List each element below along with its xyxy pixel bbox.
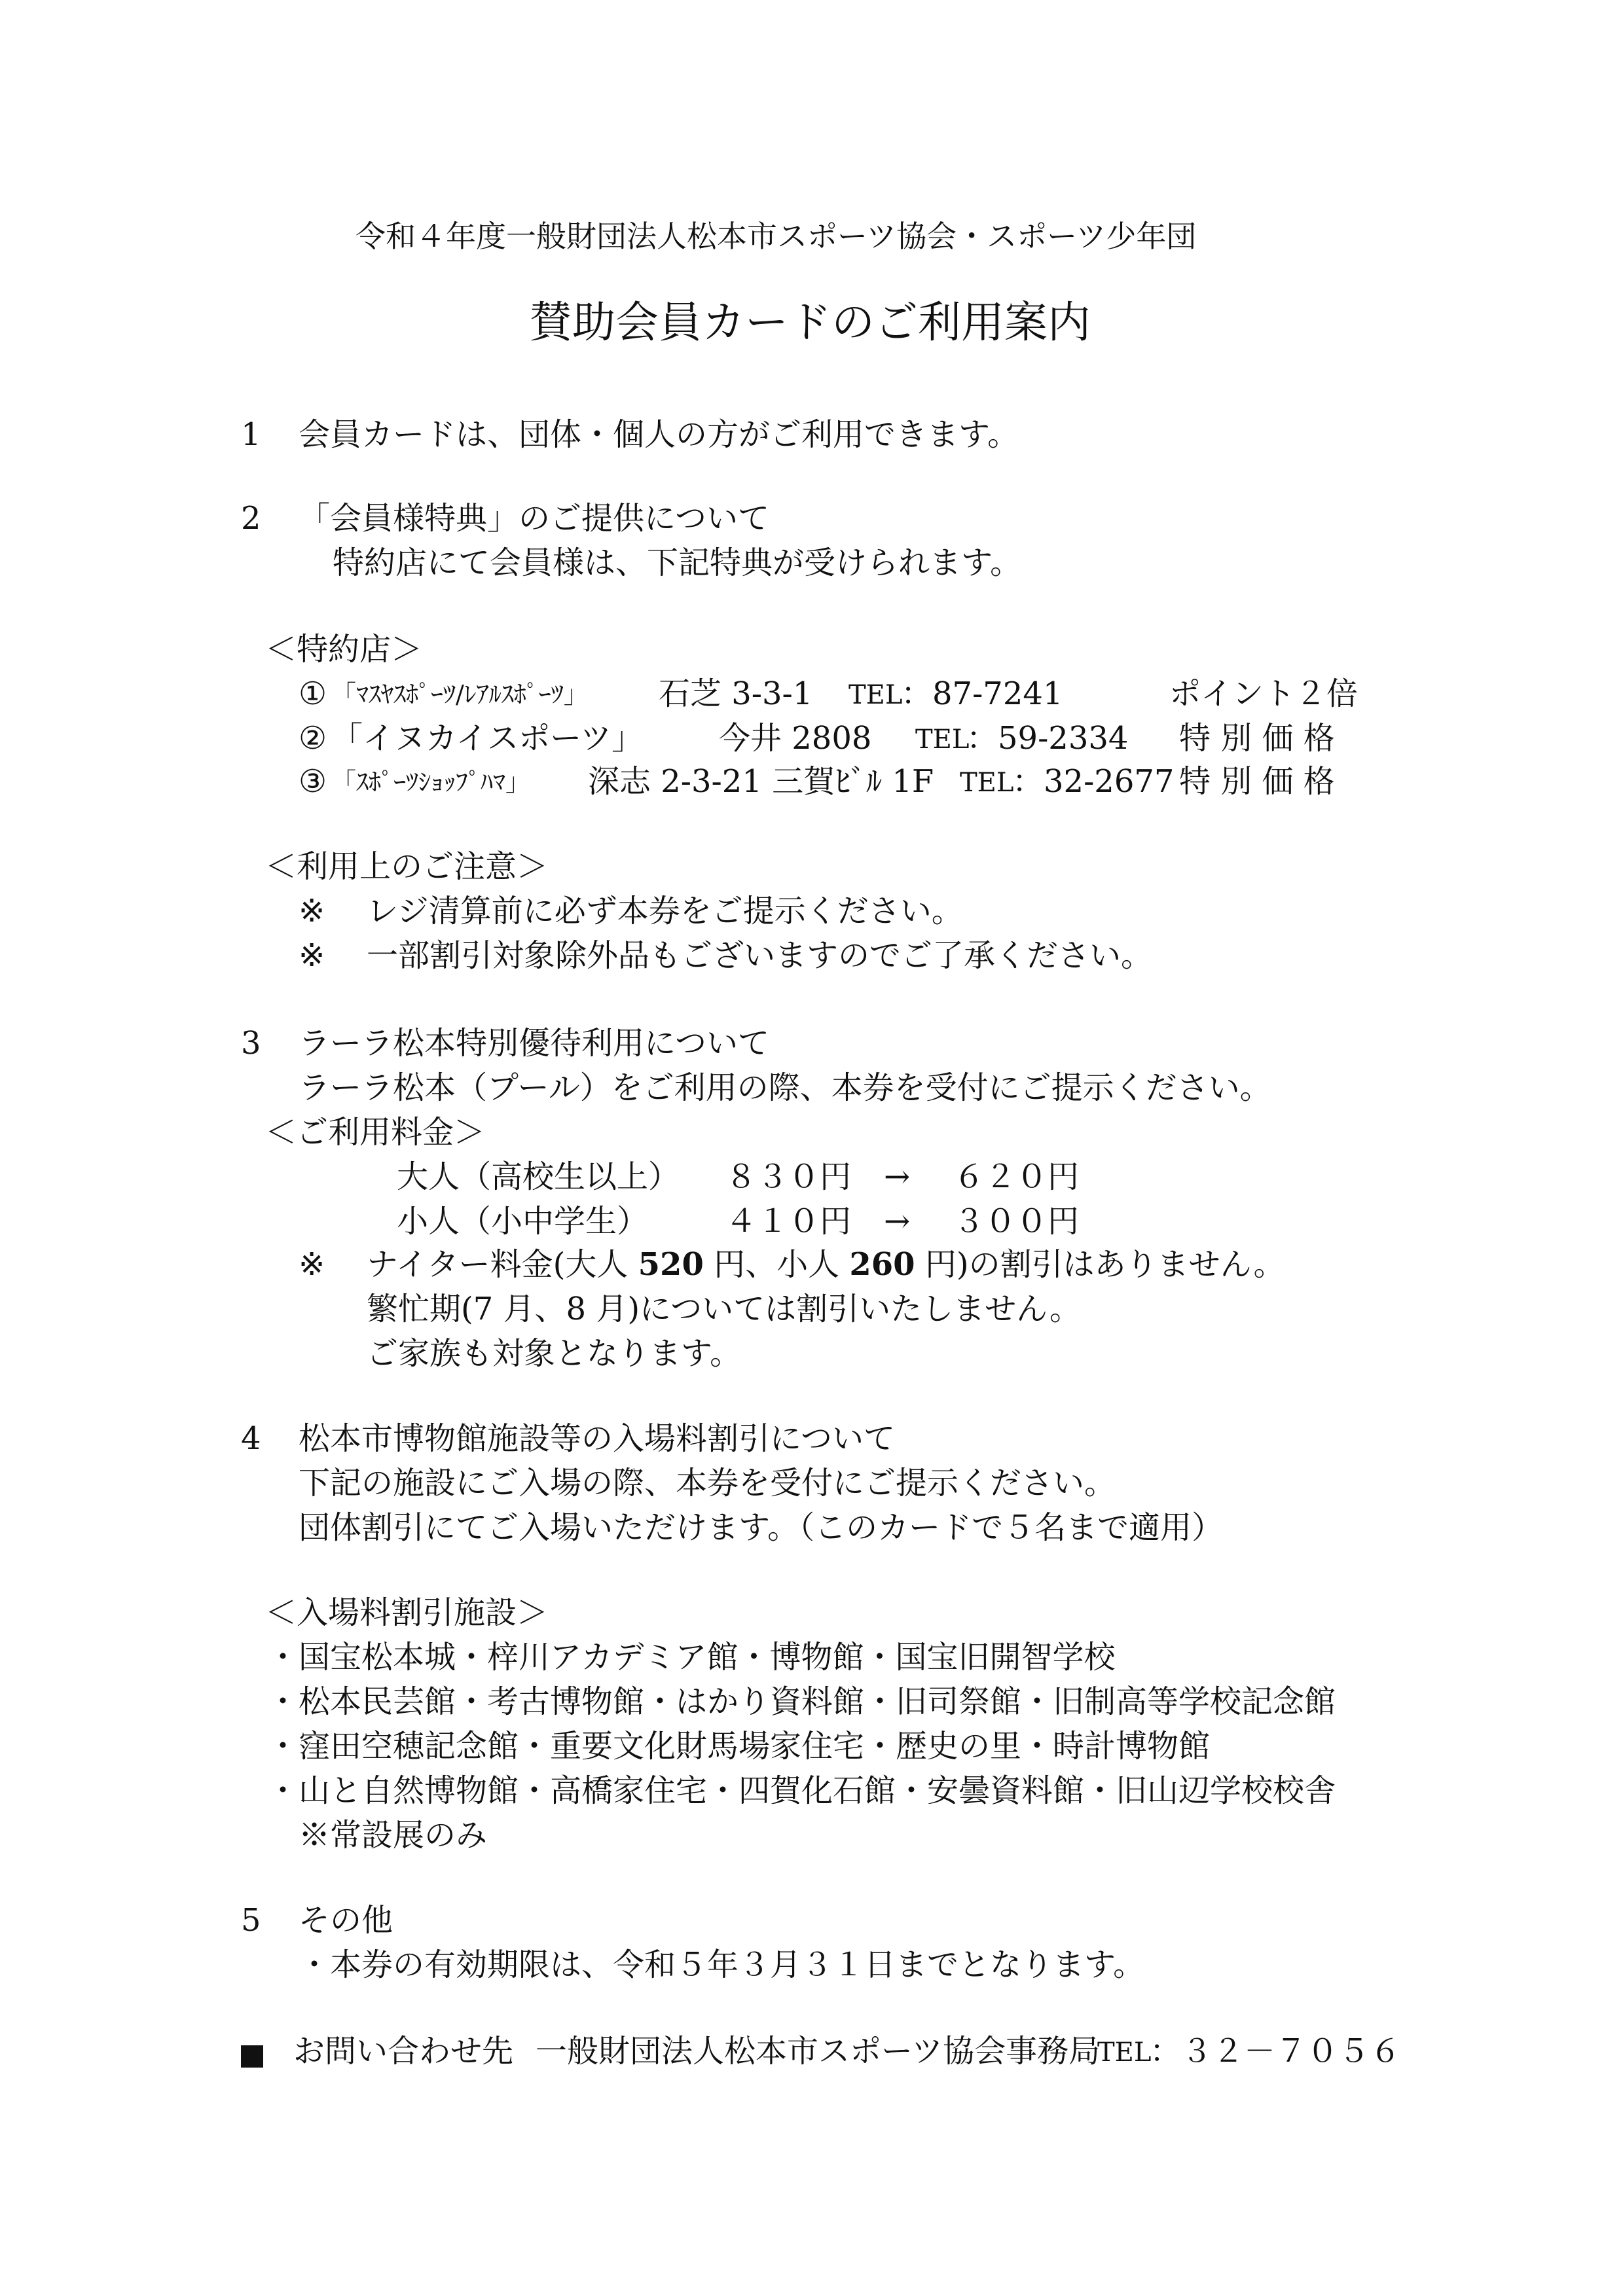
facility-list-item: ・山と自然博物館・高橋家住宅・四賀化石館・安曇資料館・旧山辺学校校舎: [267, 1772, 1336, 1809]
square-bullet-icon: [241, 2045, 263, 2068]
section-3-number: 3: [241, 1025, 261, 1062]
note-marker: ※: [299, 893, 325, 929]
fee-discounted: ３００円: [953, 1203, 1080, 1240]
shop-tel-label: TEL: [848, 680, 903, 710]
note-marker: ※: [299, 1246, 325, 1283]
shop-phone: ：87-7241: [901, 675, 1063, 712]
shop-benefit: 特 別 価 格: [1179, 763, 1335, 800]
fee-arrow: →: [884, 1203, 911, 1240]
shop-benefit: ポイント２倍: [1169, 675, 1359, 712]
night-fee-child: 260: [849, 1246, 915, 1283]
night-fee-note-b: 円、小人: [703, 1246, 850, 1283]
night-fee-note: [367, 1246, 1285, 1283]
fee-discounted: ６２０円: [953, 1158, 1080, 1195]
facilities-label: ＜入場料割引施設＞: [265, 1594, 549, 1631]
document-subtitle: 令和４年度一般財団法人松本市スポーツ協会・スポーツ少年団: [356, 219, 1197, 254]
facility-note: ※常設展のみ: [299, 1817, 488, 1854]
shop-name: 「ﾏｽﾔｽﾎﾟｰﾂ/ﾚｱﾙｽﾎﾟｰﾂ」: [331, 680, 589, 709]
fee-category: 小人（小中学生）: [397, 1203, 649, 1240]
notes-label: ＜利用上のご注意＞: [265, 848, 549, 885]
fee-arrow: →: [884, 1158, 911, 1195]
family-note: ご家族も対象となります。: [367, 1335, 742, 1372]
section-5-heading: その他: [299, 1902, 393, 1939]
section-2-heading: 「会員様特典」のご提供について: [299, 500, 770, 537]
section-4-description-1: 下記の施設にご入場の際、本券を受付にご提示ください。: [299, 1465, 1116, 1501]
shop-benefit: 特 別 価 格: [1179, 720, 1335, 757]
fee-category: 大人（高校生以上）: [397, 1158, 680, 1195]
shop-address: 今井 2808: [719, 720, 872, 757]
section-3-heading: ラーラ松本特別優待利用について: [299, 1025, 770, 1062]
shop-address: 石芝 3-3-1: [659, 675, 813, 712]
contact-organization: 一般財団法人松本市スポーツ協会事務局: [536, 2033, 1101, 2070]
fee-regular: ８３０円: [725, 1158, 852, 1195]
note-text: 一部割引対象除外品もございますのでご了承ください。: [367, 937, 1153, 974]
section-3-description: ラーラ松本（プール）をご利用の際、本券を受付にご提示ください。: [299, 1069, 1271, 1106]
shop-marker: ①: [299, 675, 327, 712]
fee-label: ＜ご利用料金＞: [265, 1114, 486, 1151]
section-2-description: 特約店にて会員様は、下記特典が受けられます。: [333, 545, 1022, 581]
note-text: レジ清算前に必ず本券をご提示ください。: [367, 893, 963, 929]
document-title: 賛助会員カードのご利用案内: [529, 297, 1091, 348]
section-1-text: 会員カードは、団体・個人の方がご利用できます。: [299, 416, 1019, 453]
section-4-number: 4: [241, 1420, 261, 1457]
night-fee-note-a: ナイター料金(大人: [367, 1246, 638, 1283]
section-4-heading: 松本市博物館施設等の入場料割引について: [299, 1420, 896, 1457]
shop-tel-label: TEL: [915, 725, 970, 755]
contact-tel-label: TEL: [1097, 2037, 1152, 2068]
validity-note: ・本券の有効期限は、令和５年３月３１日までとなります。: [299, 1946, 1145, 1983]
shop-address: 深志 2-3-21 三賀ﾋﾞﾙ 1F: [588, 763, 934, 800]
section-5-number: 5: [241, 1902, 261, 1939]
section-4-description-2: 団体割引にてご入場いただけます。（このカードで５名まで適用）: [299, 1509, 1224, 1546]
section-1-number: 1: [241, 416, 261, 453]
shop-marker: ②: [299, 720, 327, 757]
night-fee-adult: 520: [638, 1246, 704, 1283]
shop-name: 「イヌカイスポーツ」: [331, 720, 644, 757]
facility-list-item: ・窪田空穂記念館・重要文化財馬場家住宅・歴史の里・時計博物館: [267, 1728, 1211, 1765]
shop-phone: ：59-2334: [966, 720, 1129, 757]
shop-tel-label: TEL: [960, 768, 1014, 798]
shop-name: 「ｽﾎﾟｰﾂｼｮｯﾌﾟﾊﾏ」: [331, 768, 531, 797]
section-2-number: 2: [241, 500, 261, 537]
contact-phone: ：３２－７０５６: [1150, 2033, 1402, 2070]
busy-season-note: 繁忙期(7 月、8 月)については割引いたしません。: [367, 1291, 1081, 1327]
shops-label: ＜特約店＞: [265, 631, 423, 668]
note-marker: ※: [299, 937, 325, 974]
facility-list-item: ・国宝松本城・梓川アカデミア館・博物館・国宝旧開智学校: [267, 1639, 1116, 1676]
fee-regular: ４１０円: [725, 1203, 852, 1240]
contact-label: お問い合わせ先: [293, 2033, 514, 2070]
shop-phone: ：32-2677: [1012, 763, 1175, 800]
shop-marker: ③: [299, 763, 327, 800]
contact-line: [241, 2038, 263, 2070]
facility-list-item: ・松本民芸館・考古博物館・はかり資料館・旧司祭館・旧制高等学校記念館: [267, 1683, 1336, 1720]
night-fee-note-c: 円)の割引はありません。: [915, 1246, 1285, 1283]
